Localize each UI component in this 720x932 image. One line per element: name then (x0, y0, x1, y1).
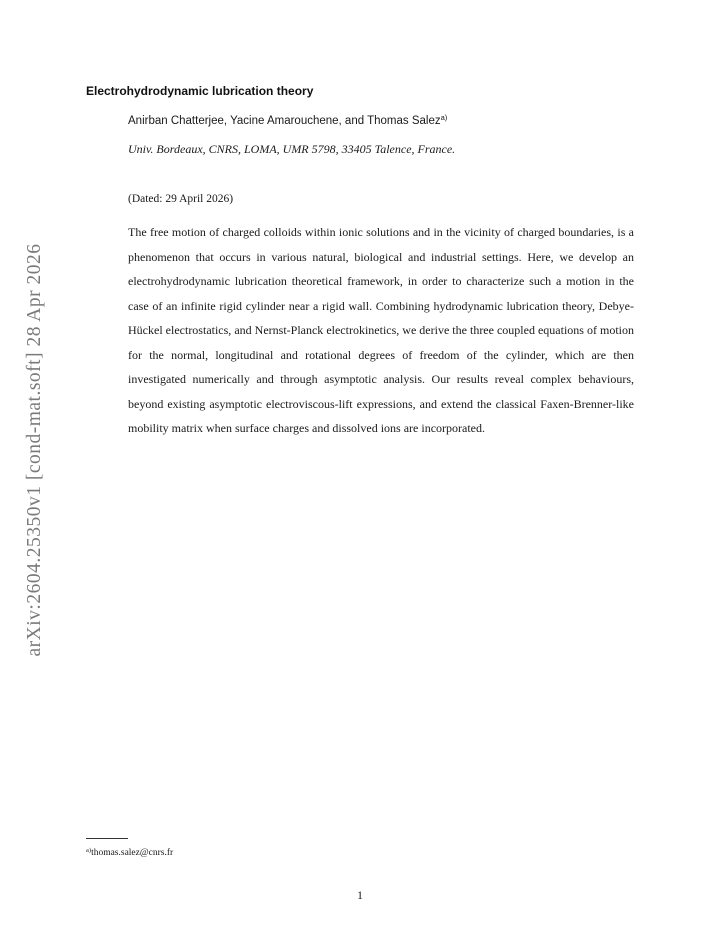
author-names: Anirban Chatterjee, Yacine Amarouchene, and Thomas Salez (128, 115, 441, 127)
footnote-mark: a) (86, 847, 92, 854)
author-list (128, 113, 447, 127)
footnote-rule (86, 838, 128, 839)
abstract: The free motion of charged colloids within ionic solutions and in the vicinity of charged boundaries, is a phenomenon that occurs in various natural, biological and industrial settings. Here, we develop an electrohydrodynamic lubrication theoretical framework, in order to characterize such a motion in the case of an infinite rigid cylinder near a rigid wall. Combining hydrodynamic lubrication theory, Debye-Hückel electrostatics, and Nernst-Planck electrokinetics, we derive the three coupled equations of motion for the normal, longitudinal and rotational degrees of freedom of the cylinder, which are then investigated numerically and through asymptotic analysis. Our results reveal complex behaviours, beyond existing asymptotic electroviscous-lift expressions, and extend the classical Faxen-Brenner-like mobility matrix when surface charges and dissolved ions are incorporated. (128, 225, 634, 435)
arxiv-side-stamp (20, 220, 50, 680)
author-footnote-mark: a) (440, 113, 448, 122)
paper-title: Electrohydrodynamic lubrication theory (86, 84, 314, 98)
footnote-email[interactable]: thomas.salez@cnrs.fr (91, 848, 174, 858)
page-number: 1 (357, 888, 363, 902)
footnote (86, 847, 173, 858)
date-line: (Dated: 29 April 2026) (128, 193, 234, 205)
arxiv-identifier: arXiv:2604.25350v1 [cond-mat.soft] 28 Apr 2026 (24, 243, 45, 657)
affiliation: Univ. Bordeaux, CNRS, LOMA, UMR 5798, 33405 Talence, France. (128, 142, 456, 156)
